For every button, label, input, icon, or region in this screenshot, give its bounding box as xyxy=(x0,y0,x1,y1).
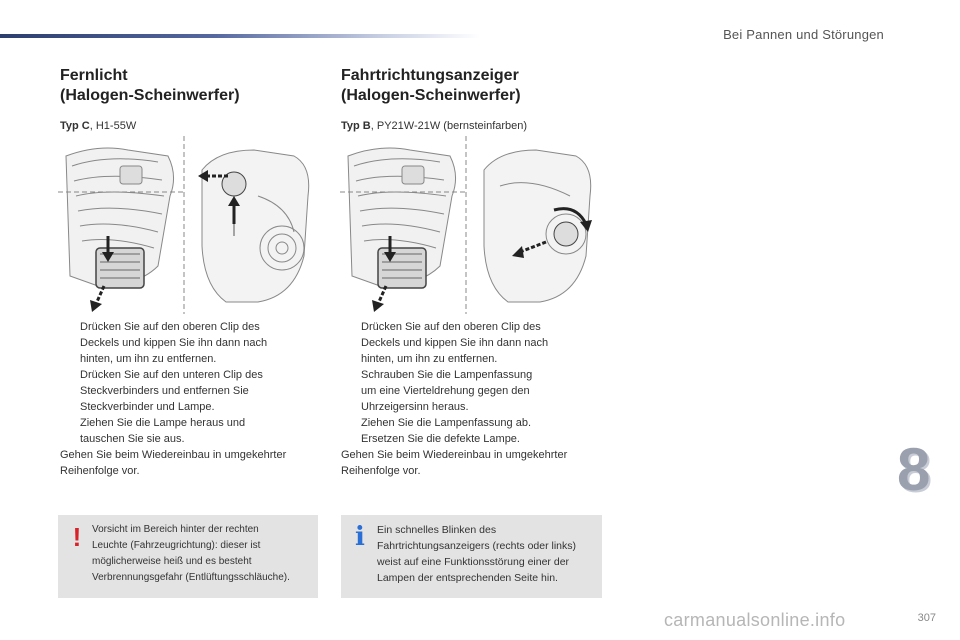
left-closing-text: Gehen Sie beim Wiedereinbau in umgekehrter Reihenfolge vor. xyxy=(60,449,287,477)
right-step-text: Drücken Sie auf den oberen Clip des Deckels und kippen Sie ihn dann nach hinten, um ihn zu entfernen. xyxy=(361,321,549,365)
right-heading-line1: Fahrtrichtungsanzeiger xyxy=(341,67,519,84)
right-step-text: Ziehen Sie die Lampenfassung ab. xyxy=(361,417,532,429)
left-step xyxy=(60,319,322,367)
watermark: carmanualsonline.info xyxy=(664,610,846,630)
left-step xyxy=(60,367,322,415)
left-step-text: Drücken Sie auf den unteren Clip des Steckverbinders und entfernen Sie Steckverbinder und Lampe. xyxy=(80,369,263,413)
warning-note xyxy=(58,515,318,598)
warning-exclamation-icon: ! xyxy=(72,522,82,552)
left-step-text: Drücken Sie auf den oberen Clip des Deckels und kippen Sie ihn dann nach hinten, um ihn zu entfernen. xyxy=(80,321,268,365)
header-accent-bar xyxy=(0,34,480,38)
info-note-text: Ein schnelles Blinken des Fahrtrichtungsanzeigers (rechts oder links) weist auf eine Funktionsstörung einer der Lampen der entsprechenden Seite hin. xyxy=(377,524,576,584)
warning-note-text: Vorsicht im Bereich hinter der rechten Leuchte (Fahrzeugrichtung): dieser ist möglicherweise heiß und es besteht Verbrennungsgefahr (Entlüftungsschläuche). xyxy=(92,524,290,583)
left-type-rest: , H1-55W xyxy=(89,120,137,132)
left-heading-line2: (Halogen-Scheinwerfer) xyxy=(60,87,240,104)
headlamp-indicator-diagram xyxy=(340,136,602,314)
right-type-code: Typ B xyxy=(341,120,371,132)
left-instructions xyxy=(60,319,322,479)
section-title: Bei Pannen und Störungen xyxy=(723,27,884,42)
right-type-line xyxy=(341,120,606,132)
right-heading xyxy=(341,66,606,106)
chapter-number: 8 xyxy=(897,436,931,503)
right-step xyxy=(341,367,606,415)
left-step xyxy=(60,415,322,447)
left-heading xyxy=(60,66,322,106)
right-column xyxy=(341,66,606,132)
right-step xyxy=(341,415,606,431)
page-number: 307 xyxy=(917,612,936,624)
right-step-text: Schrauben Sie die Lampenfassung um eine Vierteldrehung gegen den Uhrzeigersinn heraus. xyxy=(361,369,533,413)
info-icon: i xyxy=(355,522,365,552)
left-type-code: Typ C xyxy=(60,120,90,132)
right-step xyxy=(341,431,606,447)
left-step-text: Ziehen Sie die Lampe heraus und tauschen Sie sie aus. xyxy=(80,417,246,445)
right-step xyxy=(341,319,606,367)
right-step-text: Ersetzen Sie die defekte Lampe. xyxy=(361,433,520,445)
right-closing-text: Gehen Sie beim Wiedereinbau in umgekehrter Reihenfolge vor. xyxy=(341,449,568,477)
right-type-rest: , PY21W-21W (bernsteinfarben) xyxy=(370,120,528,132)
headlamp-highbeam-diagram xyxy=(58,136,320,314)
left-column xyxy=(60,66,322,132)
right-illustration xyxy=(340,136,602,314)
info-note xyxy=(341,515,602,598)
right-heading-line2: (Halogen-Scheinwerfer) xyxy=(341,87,521,104)
left-type-line xyxy=(60,120,322,132)
right-instructions xyxy=(341,319,606,479)
left-illustration xyxy=(58,136,320,314)
left-heading-line1: Fernlicht xyxy=(60,67,128,84)
